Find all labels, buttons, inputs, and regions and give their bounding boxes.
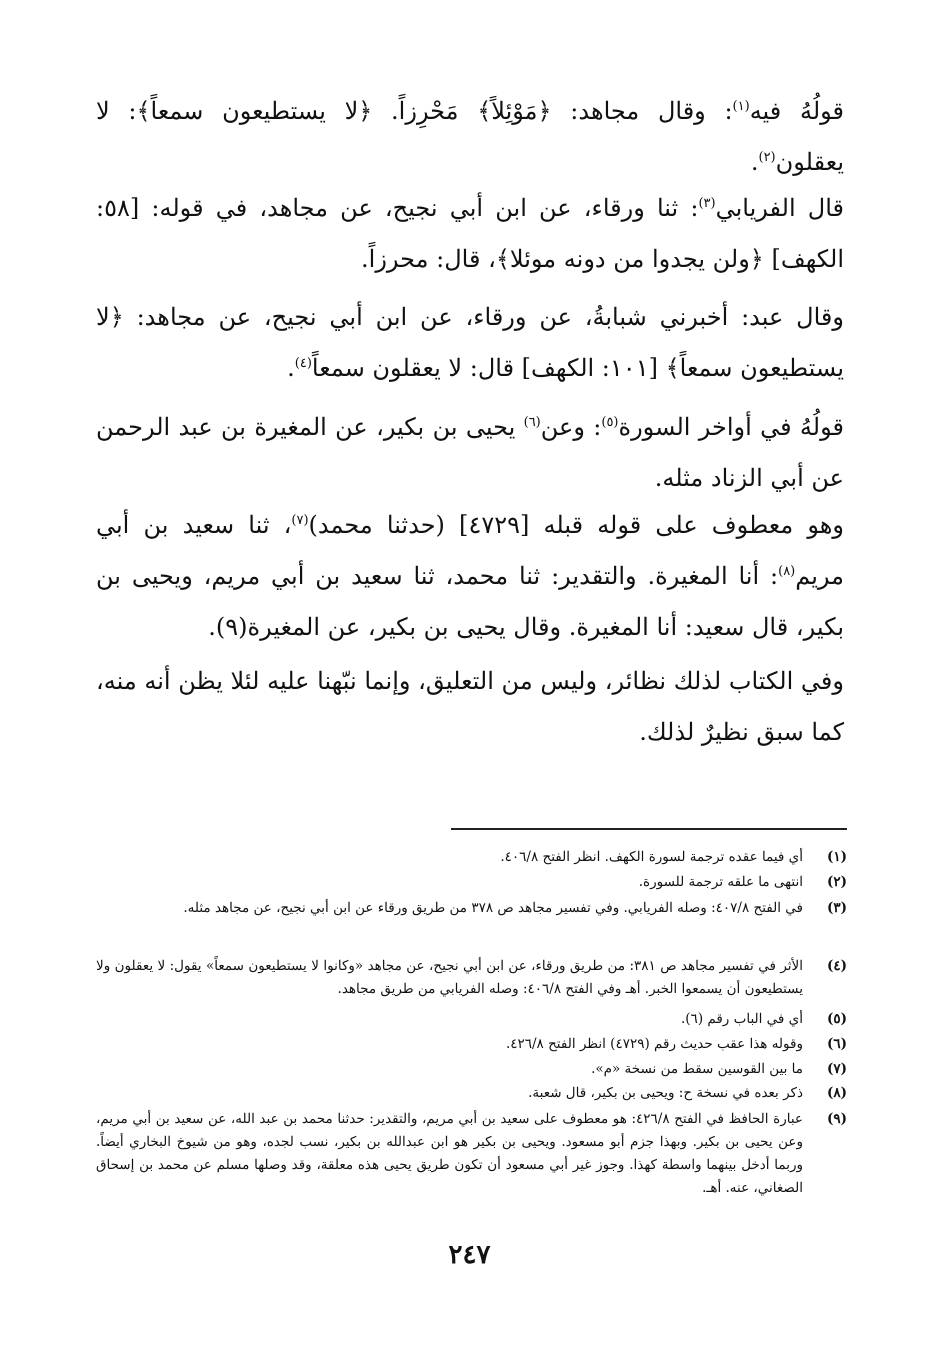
footnote-ref[interactable]: (٤) (294, 356, 312, 371)
paragraph-text: قولُهُ في أواخر السورة (618, 413, 844, 441)
footnote-number: (٢) (826, 874, 847, 890)
footnote-number: (٦) (826, 1036, 847, 1052)
footnote-number: (٣) (826, 900, 847, 916)
paragraph-1 (96, 86, 844, 188)
paragraph-text: وفي الكتاب لذلك نظائر، وليس من التعليق، وإنما نبّهنا عليه لئلا يظن أنه منه، كما سبق نظيرٌ لذلك. (96, 667, 844, 746)
paragraph-text: : وعن (540, 413, 602, 441)
footnote-9 (96, 1108, 847, 1200)
paragraph-2 (96, 183, 844, 285)
paragraph-6 (96, 656, 844, 758)
footnote-ref[interactable]: (١) (732, 99, 750, 114)
footnote-number: (٤) (826, 958, 847, 974)
paragraph-text: وهو معطوف على قوله قبله [٤٧٢٩] (حدثنا محمد) (308, 511, 844, 539)
footnote-3 (96, 897, 847, 920)
footnote-8 (96, 1082, 847, 1105)
paragraph-text: : ثنا ورقاء، عن ابن أبي نجيح، عن مجاهد، في قوله: [٥٨: الكهف] ﴿ولن يجدوا من دونه موئلا﴾، قال: محرزاً. (96, 194, 844, 273)
footnote-ref[interactable]: (٥) (601, 415, 619, 430)
paragraph-text: : وقال مجاهد: ﴿مَوْئِلاً﴾ مَحْرِزاً. ﴿لا يستطيعون سمعاً﴾: لا يعقلون (96, 97, 844, 176)
paragraph-text: وقال عبد: أخبرني شبابةُ، عن ورقاء، عن ابن أبي نجيح، عن مجاهد: ﴿لا يستطيعون سمعاً﴾ [١٠١: الكهف] قال: لا يعقلون سمعاً (96, 303, 844, 382)
paragraph-text: قال الفريابي (715, 194, 845, 222)
footnote-1 (96, 846, 847, 869)
footnote-text: الأثر في تفسير مجاهد ص ٣٨١: من طريق ورقاء، عن ابن أبي نجيح، عن مجاهد «وكانوا لا يستطيعون سمعاً» يقول: لا يعقلون ولا يستطيعون أن يسمعوا الخبر. أهـ وفي الفتح ٤٠٦/٨: وصله الفريابي من طريق مجاهد. (96, 958, 803, 997)
footnote-7 (96, 1058, 847, 1081)
paragraph-5 (96, 500, 844, 653)
footnote-text: انتهى ما علقه ترجمة للسورة. (638, 874, 803, 890)
footnote-4 (96, 955, 847, 1001)
paragraph-text: ، ثنا سعيد بن أبي مريم (96, 511, 844, 590)
footnote-number: (١) (826, 849, 847, 865)
paragraph-text: : أنا المغيرة. والتقدير: ثنا محمد، ثنا سعيد بن أبي مريم، ويحيى بن بكير، قال سعيد: أنا المغيرة. وقال يحيى بن بكير، عن المغيرة(٩). (96, 562, 844, 641)
paragraph-4 (96, 402, 844, 504)
footnote-ref[interactable]: (٧) (291, 513, 309, 528)
footnote-text: ذكر بعده في نسخة ح: ويحيى بن بكير، قال شعبة. (528, 1085, 803, 1101)
footnote-2 (96, 871, 847, 894)
footnote-number: (٧) (826, 1061, 847, 1077)
footnote-text: أي فيما عقده ترجمة لسورة الكهف. انظر الفتح ٤٠٦/٨. (500, 849, 803, 865)
footnote-number: (٥) (826, 1011, 847, 1027)
paragraph-text: يحيى بن بكير، عن المغيرة بن عبد الرحمن عن أبي الزناد مثله. (96, 413, 844, 492)
paragraph-text: . (750, 148, 759, 176)
footnote-ref[interactable]: (٣) (698, 196, 716, 211)
footnote-ref[interactable]: (٦) (523, 415, 541, 430)
footnote-text: عبارة الحافظ في الفتح ٤٢٦/٨: هو معطوف على سعيد بن أبي مريم، والتقدير: حدثنا محمد بن عبد الله، عن سعيد بن أبي مريم، وعن يحيى بن بكير. وبهذا جزم أبو مسعود. ويحيى بن بكير هو ابن عبدالله بن بكير، نسب لجده، وهو من شيوخ البخاري أيضاً. وربما أدخل بينهما واسطة كهذا. وجوز غير أبي مسعود أن تكون طريق يحيى هذه معلقة، وقد وصلها مسلم عن محمد بن إسحاق الصغاني، عنه. أهـ. (96, 1111, 803, 1196)
footnote-text: في الفتح ٤٠٧/٨: وصله الفريابي. وفي تفسير مجاهد ص ٣٧٨ من طريق ورقاء عن ابن أبي نجيح، عن مجاهد مثله. (183, 900, 803, 916)
page-number: ٢٤٧ (448, 1240, 491, 1270)
footnote-text: أي في الباب رقم (٦). (680, 1011, 803, 1027)
paragraph-text: قولُهُ فيه (749, 97, 845, 125)
footnote-text: ما بين القوسين سقط من نسخة «م». (591, 1061, 803, 1077)
paragraph-3 (96, 292, 844, 394)
footnote-number: (٩) (826, 1111, 847, 1127)
footnote-6 (96, 1033, 847, 1056)
footnote-text: وقوله هذا عقب حديث رقم (٤٧٢٩) انظر الفتح ٤٢٦/٨. (505, 1036, 803, 1052)
footnote-5 (96, 1008, 847, 1031)
footnote-ref[interactable]: (٨) (778, 564, 796, 579)
paragraph-text: . (287, 354, 295, 382)
footnote-number: (٨) (826, 1085, 847, 1101)
footnote-divider (451, 828, 847, 830)
footnote-ref[interactable]: (٢) (758, 150, 776, 165)
